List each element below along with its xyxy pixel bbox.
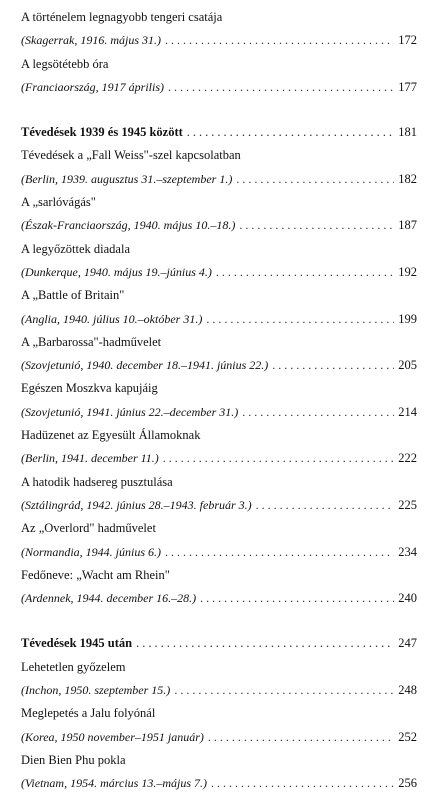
dot-leader <box>206 308 394 331</box>
toc-chapter-subtitle <box>21 447 417 470</box>
toc-chapter-title: Meglepetés a Jalu folyónál <box>21 706 156 721</box>
toc-chapter-title: A „Battle of Britain" <box>21 288 125 303</box>
toc-chapter-subtitle <box>21 494 417 517</box>
dot-leader <box>168 76 394 99</box>
page-number: 182 <box>398 171 417 186</box>
toc-chapter-subtitle <box>21 308 417 331</box>
dot-leader <box>211 772 394 795</box>
toc-chapter-title: Lehetetlen győzelem <box>21 659 126 674</box>
chapter-subtitle-text: (Inchon, 1950. szeptember 15.) <box>21 683 171 698</box>
page-number: 247 <box>398 636 417 651</box>
page-number: 205 <box>398 358 417 373</box>
chapter-subtitle-text: (Korea, 1950 november–1951 január) <box>21 729 204 744</box>
dot-leader <box>163 447 395 470</box>
toc-chapter-subtitle <box>21 401 417 424</box>
chapter-subtitle-text: (Szovjetunió, 1941. június 22.–december 31.) <box>21 404 239 419</box>
page-number: 199 <box>398 311 417 326</box>
page-number: 177 <box>398 79 417 94</box>
page-number: 252 <box>398 729 417 744</box>
toc-chapter-title: A legsötétebb óra <box>21 56 109 71</box>
toc-chapter-subtitle <box>21 168 417 191</box>
dot-leader <box>236 168 394 191</box>
dot-leader <box>200 587 394 610</box>
chapter-subtitle-text: (Berlin, 1941. december 11.) <box>21 451 159 466</box>
toc-chapter-title: Dien Bien Phu pokla <box>21 752 126 767</box>
page-number: 222 <box>398 451 417 466</box>
page-number: 240 <box>398 591 417 606</box>
dot-leader <box>165 29 394 52</box>
chapter-subtitle-text: (Skagerrak, 1916. május 31.) <box>21 33 161 48</box>
chapter-subtitle-text: (Szovjetunió, 1940. december 18.–1941. június 22.) <box>21 358 269 373</box>
toc-chapter-subtitle <box>21 261 417 284</box>
page-number: 248 <box>398 683 417 698</box>
page-number: 181 <box>398 125 417 140</box>
page-number: 256 <box>398 776 417 791</box>
toc-chapter-subtitle <box>21 76 417 99</box>
dot-leader <box>256 494 395 517</box>
toc-chapter-title: A „sarlóvágás" <box>21 195 96 210</box>
toc-chapter-title: Egészen Moszkva kapujáig <box>21 381 158 396</box>
chapter-subtitle-text: (Franciaország, 1917 április) <box>21 79 165 94</box>
toc-chapter-title: A történelem legnagyobb tengeri csatája <box>21 10 223 24</box>
toc-chapter-subtitle <box>21 354 417 377</box>
page-number: 187 <box>398 218 417 233</box>
chapter-subtitle-text: (Észak-Franciaország, 1940. május 10.–18.) <box>21 218 236 233</box>
toc-chapter-title: A „Barbarossa"-hadművelet <box>21 334 162 349</box>
page-number: 214 <box>398 404 417 419</box>
chapter-subtitle-text: (Ardennek, 1944. december 16.–28.) <box>21 591 197 606</box>
chapter-subtitle-text: (Vietnam, 1954. március 13.–május 7.) <box>21 776 207 791</box>
toc-section-heading <box>21 121 417 144</box>
toc-chapter-title: Az „Overlord" hadművelet <box>21 521 156 536</box>
chapter-subtitle-text: (Berlin, 1939. augusztus 31.–szeptember 1.) <box>21 171 233 186</box>
chapter-subtitle-text: (Normandia, 1944. június 6.) <box>21 544 162 559</box>
toc-chapter-subtitle <box>21 679 417 702</box>
dot-leader <box>174 679 394 702</box>
page-number: 172 <box>398 33 417 48</box>
section-heading-text: Tévedések 1939 és 1945 között <box>21 125 183 140</box>
dot-leader <box>242 401 394 424</box>
chapter-subtitle-text: (Dunkerque, 1940. május 19.–június 4.) <box>21 264 212 279</box>
toc-chapter-subtitle <box>21 214 417 237</box>
toc-chapter-subtitle <box>21 29 417 52</box>
toc-chapter-title: Fedőneve: „Wacht am Rhein" <box>21 567 170 582</box>
toc-chapter-subtitle <box>21 541 417 564</box>
dot-leader <box>165 541 394 564</box>
page-number: 225 <box>398 497 417 512</box>
toc-chapter-title: Hadüzenet az Egyesült Államoknak <box>21 428 201 443</box>
page-number: 192 <box>398 264 417 279</box>
page-number: 234 <box>398 544 417 559</box>
toc-chapter-subtitle <box>21 772 417 795</box>
chapter-subtitle-text: (Anglia, 1940. július 10.–október 31.) <box>21 311 203 326</box>
dot-leader <box>208 726 394 749</box>
dot-leader <box>272 354 394 377</box>
section-heading-text: Tévedések 1945 után <box>21 636 133 651</box>
section-gap <box>21 610 417 632</box>
dot-leader <box>239 214 394 237</box>
toc-chapter-title: Tévedések a „Fall Weiss"-szel kapcsolatban <box>21 148 241 163</box>
dot-leader <box>216 261 394 284</box>
dot-leader <box>187 121 394 144</box>
table-of-contents <box>21 6 417 796</box>
toc-chapter-title: A hatodik hadsereg pusztulása <box>21 474 173 489</box>
toc-chapter-title: A legyőzöttek diadala <box>21 241 130 256</box>
toc-chapter-subtitle <box>21 726 417 749</box>
chapter-subtitle-text: (Sztálingrád, 1942. június 28.–1943. február 3.) <box>21 497 252 512</box>
section-gap <box>21 99 417 121</box>
toc-chapter-subtitle <box>21 587 417 610</box>
